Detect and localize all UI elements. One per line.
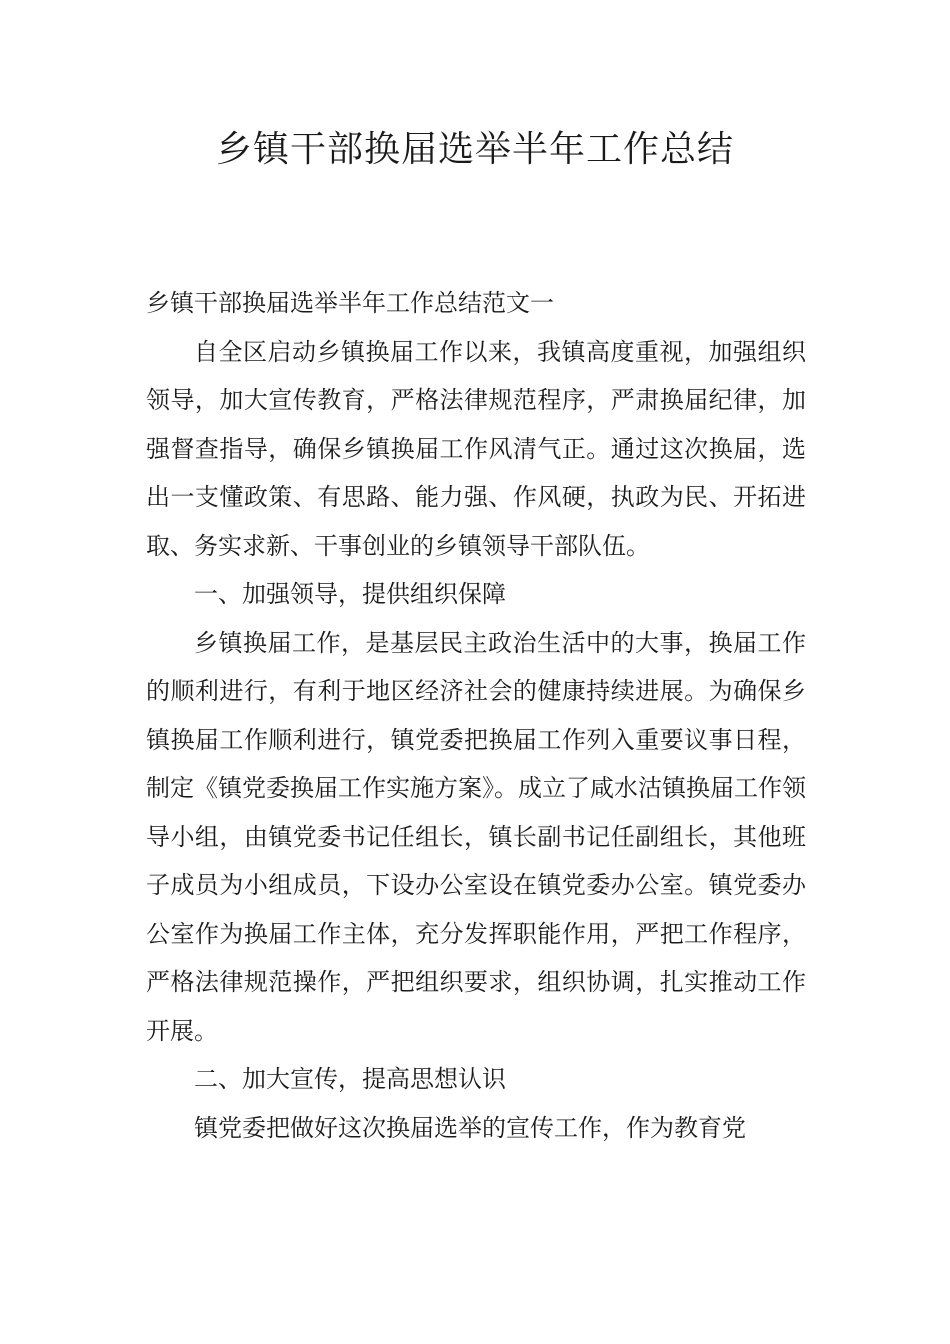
paragraph-section-2: 镇党委把做好这次换届选举的宣传工作，作为教育党 [194,1113,746,1142]
paragraph-section-1: 乡镇换届工作，是基层民主政治生活中的大事，换届工作的顺利进行，有利于地区经济社会的健康持续进展。为确保乡镇换届工作顺利进行，镇党委把换届工作列入重要议事日程，制定《镇党委换届工作实施方案》。成立了咸水沽镇换届工作领导小组，由镇党委书记任组长，镇长副书记任副组长，其他班子成员为小组成员，下设办公室设在镇党委办公室。镇党委办公室作为换届工作主体，充分发挥职能作用，严把工作程序，严格法律规范操作，严把组织要求，组织协调，扎实推动工作开展。 [146,628,806,1045]
paragraph-intro: 自全区启动乡镇换届工作以来，我镇高度重视，加强组织领导，加大宣传教育，严格法律规范程序，严肃换届纪律，加强督查指导，确保乡镇换届工作风清气正。通过这次换届，选出一支懂政策、有思路、能力强、作风硬，执政为民、开拓进取、务实求新、干事创业的乡镇领导干部队伍。 [146,337,806,560]
section-heading-2: 二、加大宣传，提高思想认识 [194,1065,506,1093]
section-heading-1: 一、加强领导，提供组织保障 [194,580,506,608]
document-body [146,279,806,1152]
document-title: 乡镇干部换届选举半年工作总结 [215,129,734,170]
document-subtitle: 乡镇干部换届选举半年工作总结范文一 [146,289,554,317]
